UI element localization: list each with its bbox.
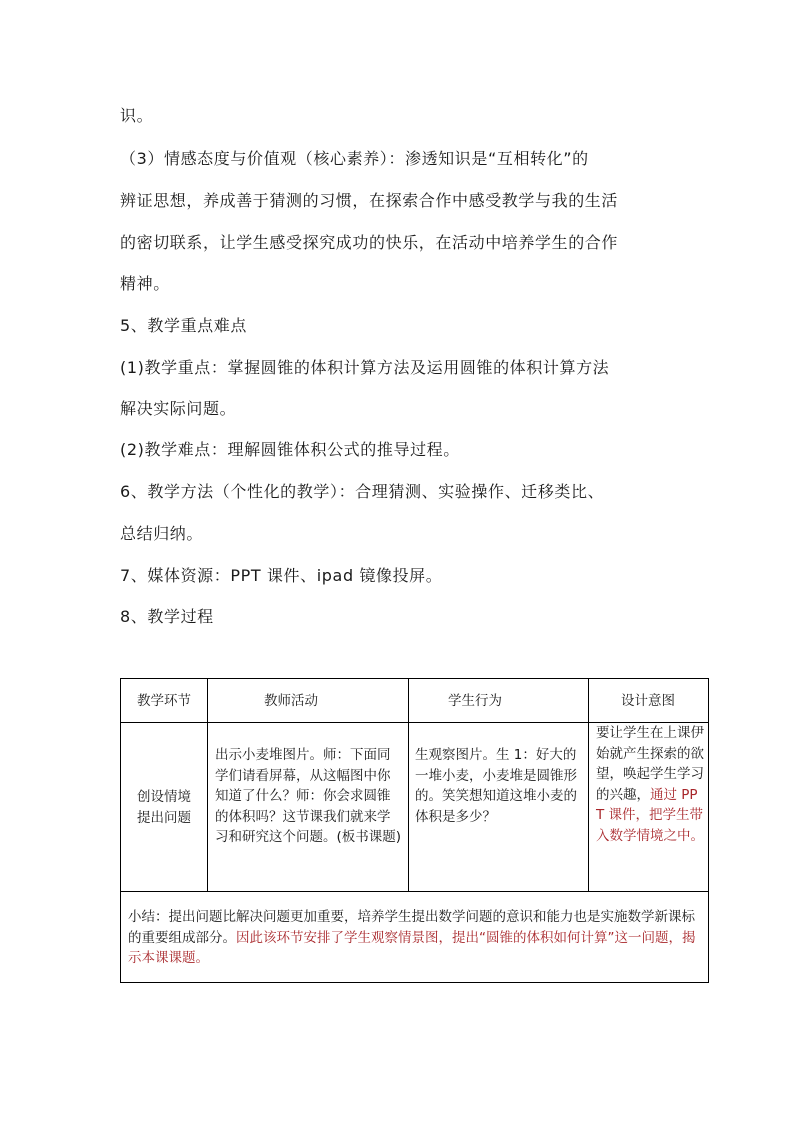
section-heading: 5、教学重点难点: [120, 316, 247, 335]
paragraph-text: 精神。: [120, 274, 170, 293]
paragraph-text: 6、教学方法（个性化的教学）：合理猜测、实验操作、迁移类比、: [120, 482, 605, 501]
stage-line: 创设情境: [137, 789, 191, 805]
paragraph-text: 的密切联系，让学生感受探究成功的快乐，在活动中培养学生的合作: [120, 233, 619, 252]
paragraph-text: 总结归纳。: [120, 524, 204, 543]
paragraph-text: 解决实际问题。: [120, 399, 237, 418]
stage-line: 提出问题: [137, 810, 191, 826]
design-intent-cell: [596, 723, 704, 846]
section-heading: 8、教学过程: [120, 607, 214, 626]
design-intent-highlight: 通过 PPT 课件，把学生带入数学情境之中。: [596, 786, 704, 844]
table-header-cell: 学生行为: [448, 693, 502, 709]
paragraph-text: (2)教学难点：理解圆锥体积公式的推导过程。: [120, 440, 460, 459]
paragraph-text: （3）情感态度与价值观（核心素养）：渗透知识是“互相转化”的: [120, 149, 589, 168]
table-header-cell: 设计意图: [621, 693, 675, 709]
paragraph-text: 7、媒体资源：PPT 课件、ipad 镜像投屏。: [120, 566, 443, 585]
teaching-process-table: [120, 678, 709, 983]
summary-text: 小结：提出问题比解决问题更加重要，培养学生提出数学问题的意识和能力也是实施数学新课标的重要组成部分。: [128, 909, 695, 946]
summary-highlight: 因此该环节安排了学生观察情景图，提出“圆锥的体积如何计算”这一问题，揭示本课课题。: [128, 929, 696, 966]
stage-cell: [121, 787, 207, 829]
summary-cell: [128, 907, 703, 969]
paragraph-text: (1)教学重点：掌握圆锥的体积计算方法及运用圆锥的体积计算方法: [120, 358, 610, 377]
table-header-cell: 教师活动: [264, 693, 318, 709]
paragraph-text: 识。: [120, 106, 154, 125]
teacher-activity-cell: 出示小麦堆图片。师：下面同学们请看屏幕，从这幅图中你知道了什么？师：你会求圆锥的体积吗？这节课我们就来学习和研究这个问题。(板书课题): [215, 747, 402, 845]
table-header-cell: 教学环节: [137, 693, 191, 709]
table-divider: [121, 891, 708, 892]
design-intent-text: 要让学生在上课伊始就产生探索的欲望，唤起学生学习的兴趣，: [596, 725, 704, 803]
student-behavior-cell: 生观察图片。生 1：好大的一堆小麦，小麦堆是圆锥形的。笑笑想知道这堆小麦的体积是多少？: [415, 747, 577, 825]
paragraph-text: 辨证思想，养成善于猜测的习惯，在探索合作中感受教学与我的生活: [120, 191, 619, 210]
